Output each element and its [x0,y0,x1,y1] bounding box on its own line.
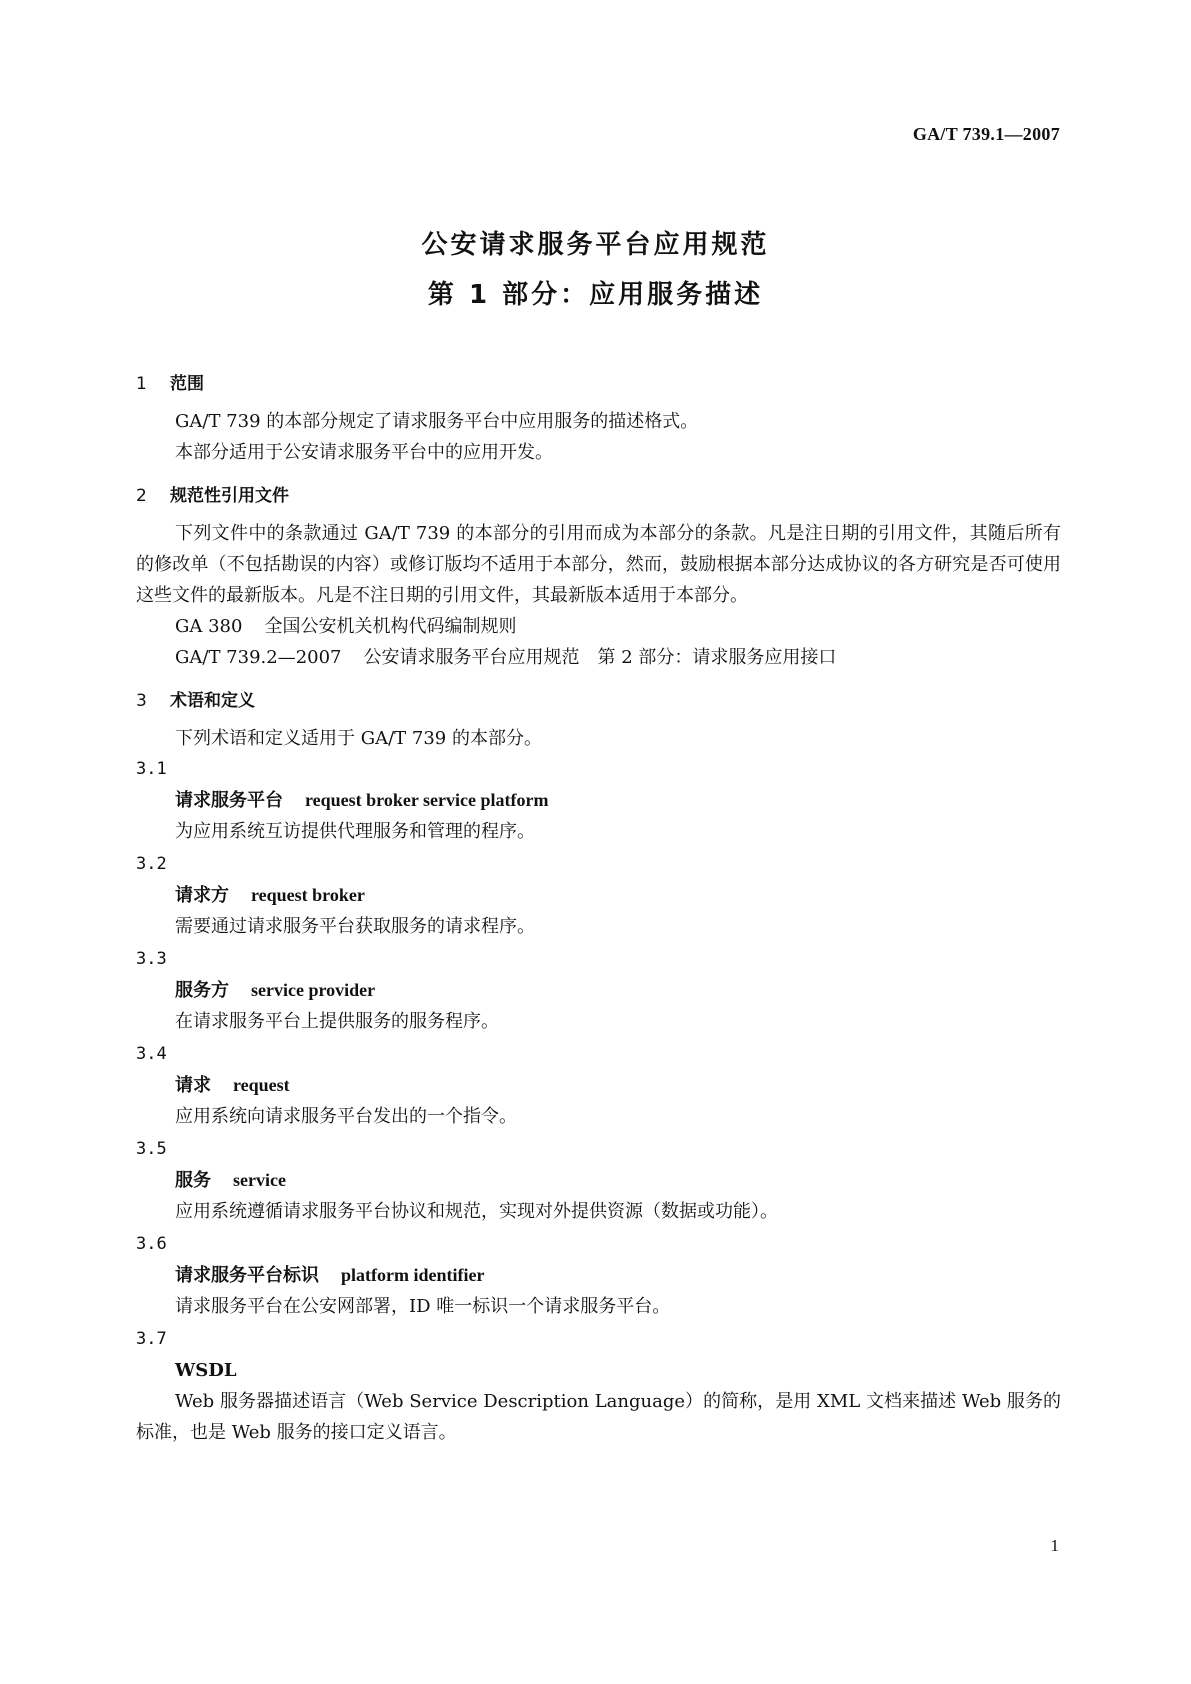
term-en: request broker [251,885,365,905]
document-title [0,228,1191,328]
section-title: 术语和定义 [170,691,255,711]
section-number: 1 [136,374,147,394]
term-definition: 为应用系统互访提供代理服务和管理的程序。 [175,821,535,842]
page-number: 1 [1050,1536,1059,1555]
term-definition: 应用系统向请求服务平台发出的一个指令。 [175,1106,517,1127]
standard-code: GA/T 739.1—2007 [912,124,1060,144]
title-line-1: 公安请求服务平台应用规范 [421,230,770,260]
section-number: 2 [136,486,147,506]
section-1-paragraph: 本部分适用于公安请求服务平台中的应用开发。 [175,442,553,463]
term-number: 3.6 [136,1234,167,1254]
section-1-heading [136,370,1061,398]
term-en: WSDL [175,1360,237,1381]
section-2-paragraph: 下列文件中的条款通过 GA/T 739 的本部分的引用而成为本部分的条款。凡是注日期的引用文件，其随后所有的修改单（不包括勘误的内容）或修订版均不适用于本部分，然而，鼓励根据本部分达成协议的各方研究是否可使用这些文件的最新版本。凡是不注日期的引用文件，其最新版本适用于本部分。 [136,523,1061,606]
section-number: 3 [136,691,147,711]
reference-code: GA 380 [175,616,243,637]
reference-item [136,611,1061,642]
section-1-paragraph: GA/T 739 的本部分规定了请求服务平台中应用服务的描述格式。 [175,411,699,432]
section-2-heading [136,482,1061,510]
term-en: platform identifier [341,1265,485,1285]
term-zh: 请求 [175,1075,211,1096]
section-title: 规范性引用文件 [170,486,289,506]
term-zh: 请求服务平台标识 [175,1265,319,1286]
reference-title: 全国公安机关机构代码编制规则 [264,616,517,637]
reference-title: 公安请求服务平台应用规范 第 2 部分：请求服务应用接口 [363,647,837,668]
term-name [136,785,1061,816]
term-zh: 服务 [175,1170,211,1191]
term-name [136,1165,1061,1196]
term-number: 3.1 [136,759,167,779]
term-definition: Web 服务器描述语言（Web Service Description Language）的简称，是用 XML 文档来描述 Web 服务的标准，也是 Web 服务的接口定义语言。 [136,1391,1061,1443]
term-number: 3.7 [136,1329,167,1349]
term-name [136,1355,1061,1386]
term-zh: 请求服务平台 [175,790,283,811]
term-zh: 服务方 [175,980,229,1001]
reference-item [136,642,1061,673]
term-definition: 在请求服务平台上提供服务的服务程序。 [175,1011,499,1032]
term-name [136,1260,1061,1291]
term-number: 3.2 [136,854,167,874]
term-en: service [233,1170,286,1190]
term-number: 3.5 [136,1139,167,1159]
term-en: request broker service platform [305,790,549,810]
section-3-heading [136,687,1061,715]
section-title: 范围 [170,374,204,394]
term-number: 3.3 [136,949,167,969]
term-zh: 请求方 [175,885,229,906]
term-name [136,880,1061,911]
term-definition: 请求服务平台在公安网部署，ID 唯一标识一个请求服务平台。 [175,1296,671,1317]
term-name [136,975,1061,1006]
document-body [136,370,1061,1450]
reference-code: GA/T 739.2—2007 [175,647,342,668]
term-number: 3.4 [136,1044,167,1064]
term-name [136,1070,1061,1101]
term-definition: 需要通过请求服务平台获取服务的请求程序。 [175,916,535,937]
term-definition: 应用系统遵循请求服务平台协议和规范，实现对外提供资源（数据或功能）。 [175,1201,778,1222]
term-en: request [233,1075,290,1095]
title-line-2: 第 1 部分：应用服务描述 [427,280,764,310]
term-en: service provider [251,980,376,1000]
section-3-intro: 下列术语和定义适用于 GA/T 739 的本部分。 [175,728,542,749]
